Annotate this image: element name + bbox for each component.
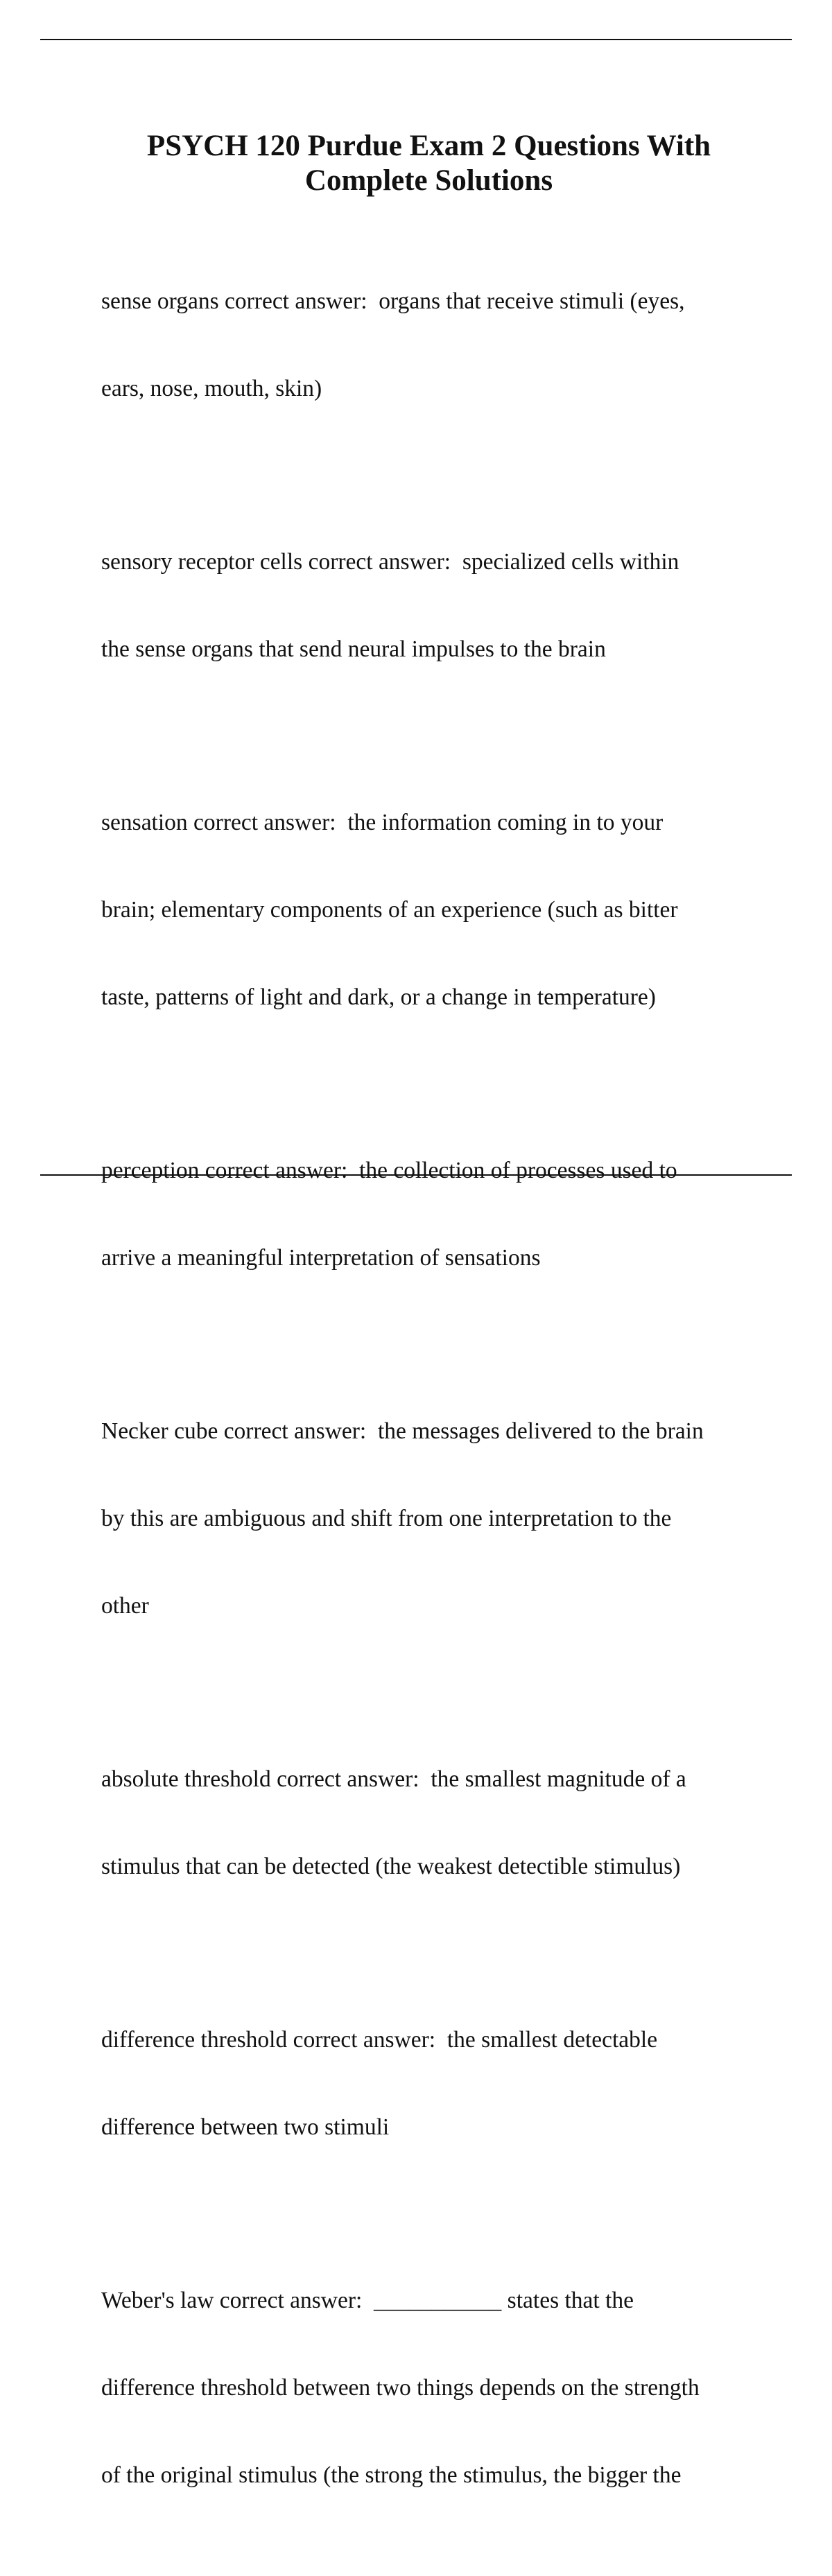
title-line: PSYCH 120 Purdue Exam 2 Questions With — [146, 130, 711, 162]
qa-line: difference threshold between two things depends on the strength — [101, 2375, 700, 2401]
qa-line: the sense organs that send neural impulses to the brain — [101, 636, 606, 662]
qa-entry-absolute-threshold — [101, 1707, 767, 1940]
qa-line: taste, patterns of light and dark, or a change in temperature) — [101, 984, 656, 1010]
qa-line: other — [101, 1593, 149, 1619]
qa-entry-sensation — [101, 750, 767, 1070]
qa-line: sense organs correct answer: organs that receive stimuli (eyes, — [101, 288, 685, 314]
qa-line: difference threshold correct answer: the smallest detectable — [101, 2027, 658, 2053]
qa-line: ears, nose, mouth, skin) — [101, 376, 322, 401]
qa-entry-difference-threshold — [101, 1967, 767, 2200]
footer-rule — [40, 1174, 792, 1176]
qa-line: sensory receptor cells correct answer: specialized cells within — [101, 549, 679, 575]
header-rule — [40, 39, 792, 40]
qa-entry-necker-cube — [101, 1359, 767, 1679]
qa-line: brain; elementary components of an experience (such as bitter — [101, 897, 678, 923]
qa-line: Necker cube correct answer: the messages delivered to the brain — [101, 1418, 704, 1444]
qa-entry-perception — [101, 1098, 767, 1331]
qa-line: absolute threshold correct answer: the smallest magnitude of a — [101, 1766, 686, 1792]
title-line: Complete Solutions — [304, 164, 553, 197]
qa-list — [101, 229, 767, 2576]
qa-entry-sense-organs — [101, 229, 767, 462]
qa-line: perception correct answer: the collection of processes used to — [101, 1158, 677, 1183]
qa-entry-sensory-receptor-cells — [101, 489, 767, 722]
qa-entry-webers-law — [101, 2228, 767, 2548]
qa-line: sensation correct answer: the information coming in to your — [101, 810, 664, 835]
qa-line: of the original stimulus (the strong the stimulus, the bigger the — [101, 2462, 682, 2488]
document-title — [83, 129, 774, 198]
qa-line: arrive a meaningful interpretation of sensations — [101, 1245, 541, 1271]
qa-line: difference between two stimuli — [101, 2114, 390, 2140]
qa-line: by this are ambiguous and shift from one interpretation to the — [101, 1506, 672, 1531]
qa-line: stimulus that can be detected (the weakest detectible stimulus) — [101, 1854, 681, 1879]
qa-line: Weber's law correct answer: ___________ states that the — [101, 2288, 634, 2313]
